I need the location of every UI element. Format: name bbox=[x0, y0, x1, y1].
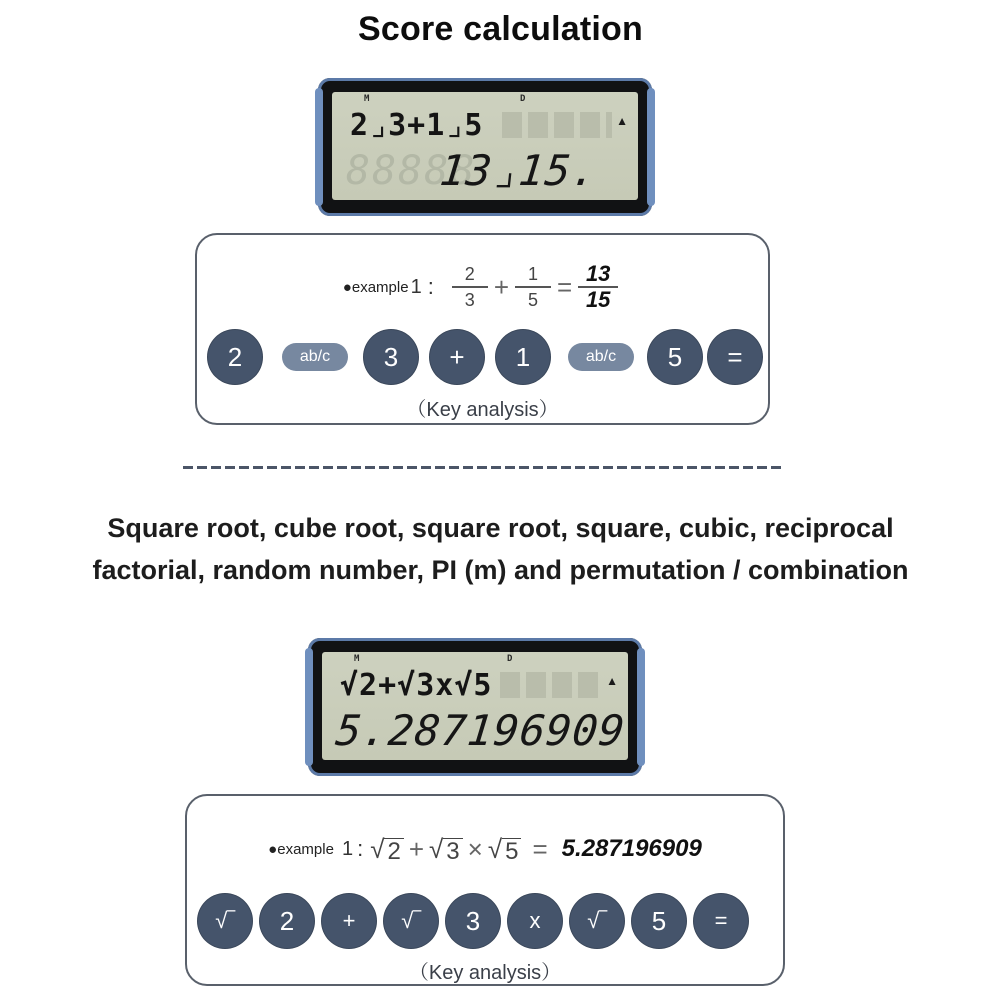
colon: : bbox=[427, 274, 434, 299]
example-number: 1 bbox=[410, 275, 422, 298]
section-title-score-calculation: Score calculation bbox=[358, 10, 643, 48]
key-2: 2 bbox=[208, 330, 262, 384]
key-1: 1 bbox=[496, 330, 550, 384]
lcd-input-line: 2⌟3+1⌟5 bbox=[350, 108, 484, 143]
plus-sign: + bbox=[408, 833, 425, 864]
key-equals: = bbox=[708, 330, 762, 384]
calculator-display-fraction bbox=[318, 78, 652, 216]
times-sign: × bbox=[467, 833, 483, 864]
up-arrow-icon: ▲ bbox=[616, 114, 628, 128]
key-sqrt: √‾ bbox=[198, 894, 252, 948]
key-sqrt: √‾ bbox=[384, 894, 438, 948]
lcd-result-line: 13⌟15. bbox=[437, 146, 601, 195]
key-5: 5 bbox=[648, 330, 702, 384]
lcd-screen bbox=[332, 92, 638, 200]
example-card-fraction bbox=[195, 233, 770, 425]
calculator-display-sqrt bbox=[308, 638, 642, 776]
example-number: 1 bbox=[341, 837, 354, 860]
example-label: ●example bbox=[342, 278, 409, 296]
colon: : bbox=[357, 836, 364, 861]
memory-indicator: M bbox=[364, 94, 370, 104]
lcd-input-line: √2+√3x√5 bbox=[340, 668, 493, 703]
example-card-sqrt bbox=[185, 794, 785, 986]
key-5: 5 bbox=[632, 894, 686, 948]
lcd-screen bbox=[322, 652, 628, 760]
lcd-ghost-cells bbox=[500, 672, 600, 698]
key-2: 2 bbox=[260, 894, 314, 948]
key-multiply: x bbox=[508, 894, 562, 948]
lcd-ghost-cells bbox=[502, 112, 612, 138]
lcd-ghost-digits: 88888 bbox=[346, 148, 477, 194]
key-3: 3 bbox=[364, 330, 418, 384]
memory-indicator: M bbox=[354, 654, 360, 664]
section-subtitle-line2: factorial, random number, PI (m) and permutation / combination bbox=[92, 555, 909, 585]
key-analysis-caption: （Key analysis） bbox=[406, 399, 559, 421]
dashed-divider bbox=[183, 466, 785, 469]
degree-indicator: D bbox=[507, 654, 513, 664]
key-equals: = bbox=[694, 894, 748, 948]
fraction-two-thirds: $\frac{2}{3}$ bbox=[452, 262, 488, 312]
key-sequence bbox=[197, 330, 768, 384]
key-3: 3 bbox=[446, 894, 500, 948]
fraction-one-fifth: $\frac{1}{5}$ bbox=[515, 262, 551, 312]
degree-indicator: D bbox=[520, 94, 526, 104]
key-plus: + bbox=[430, 330, 484, 384]
key-sequence bbox=[187, 894, 783, 948]
key-fraction: ab/c bbox=[568, 343, 634, 371]
section-subtitle-line1: Square root, cube root, square root, square, cubic, reciprocal bbox=[107, 513, 894, 543]
plus-sign: + bbox=[493, 271, 509, 302]
example-result: 5.287196909 bbox=[561, 835, 702, 862]
equals-sign: = bbox=[532, 833, 548, 864]
key-analysis-caption: （Key analysis） bbox=[408, 962, 562, 984]
key-sqrt: √‾ bbox=[570, 894, 624, 948]
up-arrow-icon: ▲ bbox=[606, 674, 618, 688]
example-formula bbox=[187, 824, 783, 874]
sqrt-5: √ 5 bbox=[488, 834, 522, 865]
key-plus: + bbox=[322, 894, 376, 948]
sqrt-2: √ 2 bbox=[370, 834, 404, 865]
example-label: ●example bbox=[268, 840, 334, 858]
lcd-result-line: 5.287196909 bbox=[333, 706, 628, 755]
sqrt-3: √ 3 bbox=[429, 834, 463, 865]
equals-sign: = bbox=[557, 271, 573, 302]
key-fraction: ab/c bbox=[282, 343, 348, 371]
example-formula bbox=[197, 257, 768, 317]
fraction-result: $\frac{13}{15}$ bbox=[578, 262, 618, 312]
